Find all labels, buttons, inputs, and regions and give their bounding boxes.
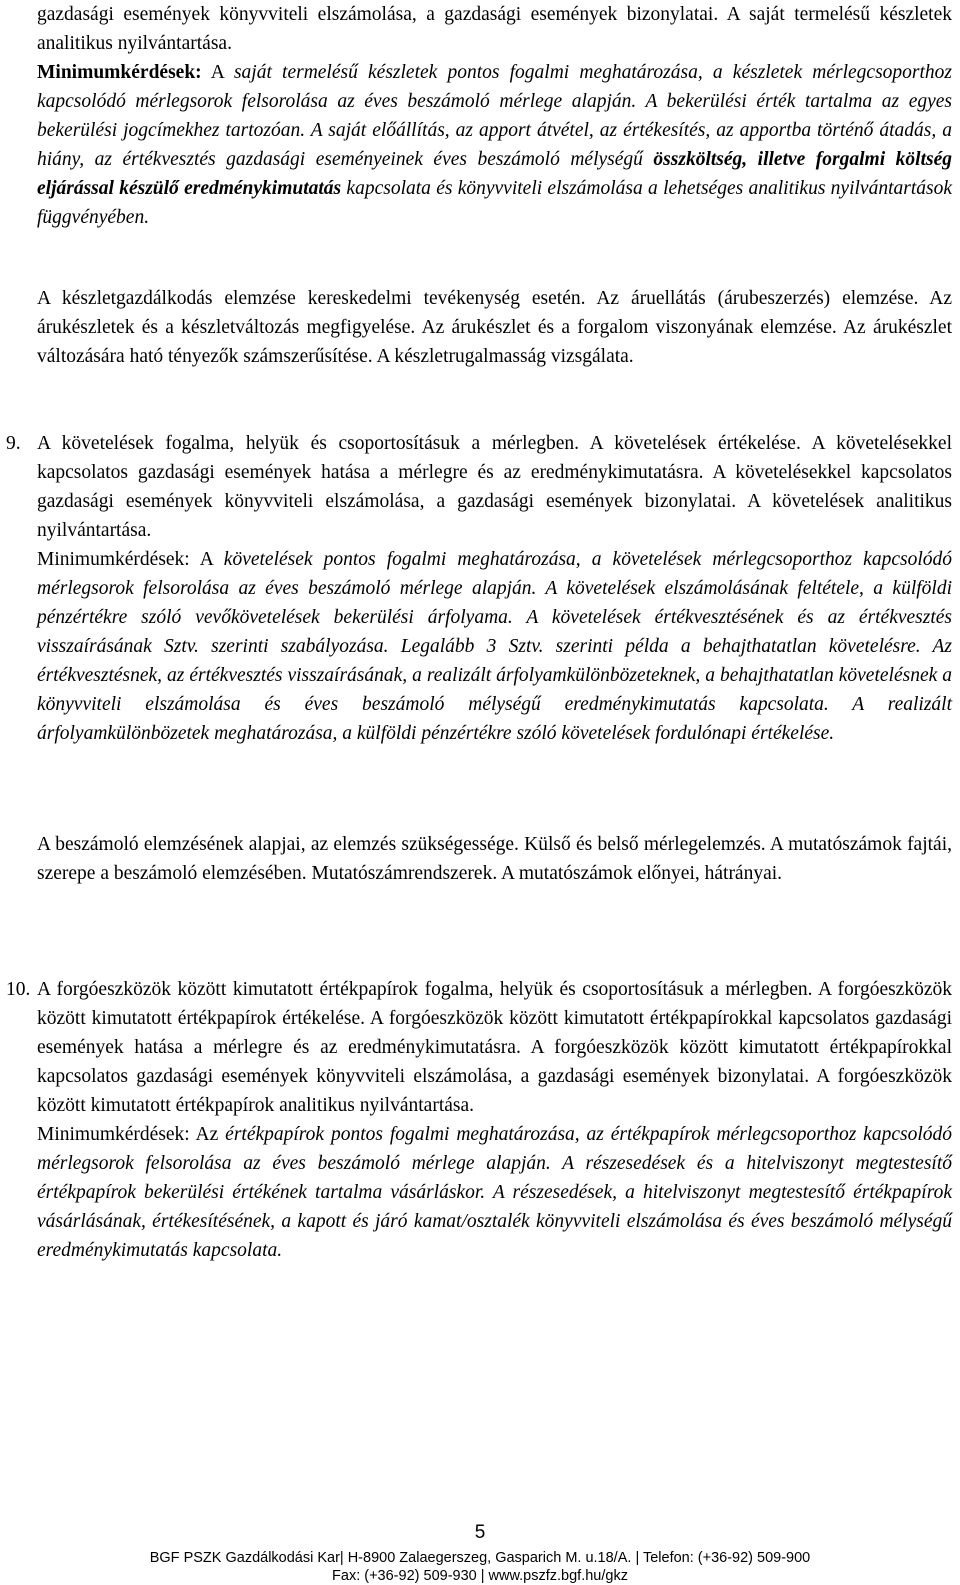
text-run: A — [189, 549, 224, 570]
italic-text: értékpapírok pontos fogalmi meghatározása, az értékpapírok mérlegcsoporthoz kapcsolódó mérlegsorok felsorolása az éves beszámoló mérlege alapján. A részesedések és a hitelviszonyt megtestesítő értékpapírok bekerülési értékének tartalma vásárláskor. A részesedések, a hitelviszonyt megtestesítő értékpapírok vásárlásának, értékesítésének, a kapott és járó kamat/osztalék könyvviteli elszámolása és éves beszámoló mélységű eredménykimutatás kapcsolata. — [37, 1124, 952, 1261]
italic-text: követelések pontos fogalmi meghatározása, a követelések mérlegcsoporthoz kapcsolódó mérlegsorok felsorolása az éves beszámoló mérlege alapján. A követelések elszámolásának feltétele, a külföldi pénzértékre szóló vevőkövetelések bekerülési árfolyama. A követelések értékvesztésének és az értékvesztés visszaírásának Sztv. szerinti szabályozása. Legalább 3 Sztv. szerinti példa a behajthatatlan követelésre. Az értékvesztésnek, az értékvesztés visszaírásának, a realizált árfolyamkülönbözeteknek, a behajthatatlan követelésnek a könyvviteli elszámolása és éves beszámoló mélységű eredménykimutatás kapcsolata. A realizált árfolyamkülönbözetek meghatározása, a külföldi pénzértékre szóló követelések fordulónapi értékelése. — [37, 549, 952, 744]
paragraph-text: gazdasági események könyvviteli elszámolása, a gazdasági események bizonylatai. A saját termelésű készletek analitikus nyilvántartása. — [37, 4, 952, 54]
report-analysis-paragraph: A beszámoló elemzésének alapjai, az elemzés szükségessége. Külső és belső mérlegelemzés. A mutatószámok fajtái, szerepe a beszámoló elemzésében. Mutatószámrendszerek. A mutatószámok előnyei, hátrányai. — [37, 834, 952, 884]
section-10 — [37, 975, 952, 1265]
item-number: 10. — [6, 979, 31, 1000]
minimum-questions-label: Minimumkérdések: — [37, 549, 190, 570]
paragraph-text: A forgóeszközök között kimutatott értékpapírok fogalma, helyük és csoportosításuk a mérlegben. A forgóeszközök között kimutatott értékpapírok értékelése. A forgóeszközök között kimutatott értékpapírokkal kapcsolatos gazdasági események hatása a mérlegre és az eredménykimutatásra. A forgóeszközök között kimutatott értékpapírokkal kapcsolatos gazdasági események könyvviteli elszámolása, a gazdasági események bizonylatai. A forgóeszközök között kimutatott értékpapírok analitikus nyilvántartása. — [37, 979, 952, 1116]
item-number: 9. — [6, 433, 21, 454]
paragraph-text: A követelések fogalma, helyük és csoportosításuk a mérlegben. A követelések értékelése. A követelésekkel kapcsolatos gazdasági események hatása a mérlegre és az eredménykimutatásra. A követelésekkel kapcsolatos gazdasági események könyvviteli elszámolása, a gazdasági események bizonylatai. A követelések analitikus nyilvántartása. — [37, 433, 952, 541]
footer-contact: Fax: (+36-92) 509-930 | www.pszfz.bgf.hu/gkz — [332, 1568, 628, 1584]
inventory-analysis-paragraph: A készletgazdálkodás elemzése kereskedelmi tevékenység esetén. Az áruellátás (árubeszerzés) elemzése. Az árukészletek és a készletváltozás megfigyelése. Az árukészlet és a forgalom viszonyának elemzése. Az árukészlet változására ható tényezők számszerűsítése. A készletrugalmasság vizsgálata. — [37, 288, 952, 367]
text-run: A — [201, 62, 234, 83]
minimum-questions-label: Minimumkérdések: — [37, 62, 202, 83]
minimum-questions-label: Minimumkérdések: — [37, 1124, 190, 1145]
footer-address: BGF PSZK Gazdálkodási Kar| H-8900 Zalaegerszeg, Gasparich M. u.18/A. | Telefon: (+36-92) 509-900 — [149, 1550, 811, 1566]
page-number: 5 — [474, 1522, 486, 1543]
bold-italic-text: összköltség, illetve forgalmi költség eljárással készülő eredménykimutatás — [37, 149, 952, 199]
italic-text: saját termelésű készletek pontos fogalmi meghatározása, a készletek mérlegcsoporthoz kapcsolódó mérlegsorok felsorolása az éves beszámoló mérlege alapján. — [37, 62, 952, 112]
italic-text: A bekerülési érték tartalma az egyes bekerülési jogcímekhez tartozóan. A saját előállítás, az apport átvétel, az értékesítés, az apportba történő átadás, a hiány, az értékvesztés gazdasági eseményeinek éves beszámoló mélységű — [37, 91, 952, 170]
section-8-continuation — [37, 0, 952, 232]
italic-text: kapcsolata és könyvviteli elszámolása a lehetséges analitikus nyilvántartások függvényében. — [37, 178, 952, 228]
section-9 — [37, 429, 952, 748]
text-run: Az — [189, 1124, 226, 1145]
